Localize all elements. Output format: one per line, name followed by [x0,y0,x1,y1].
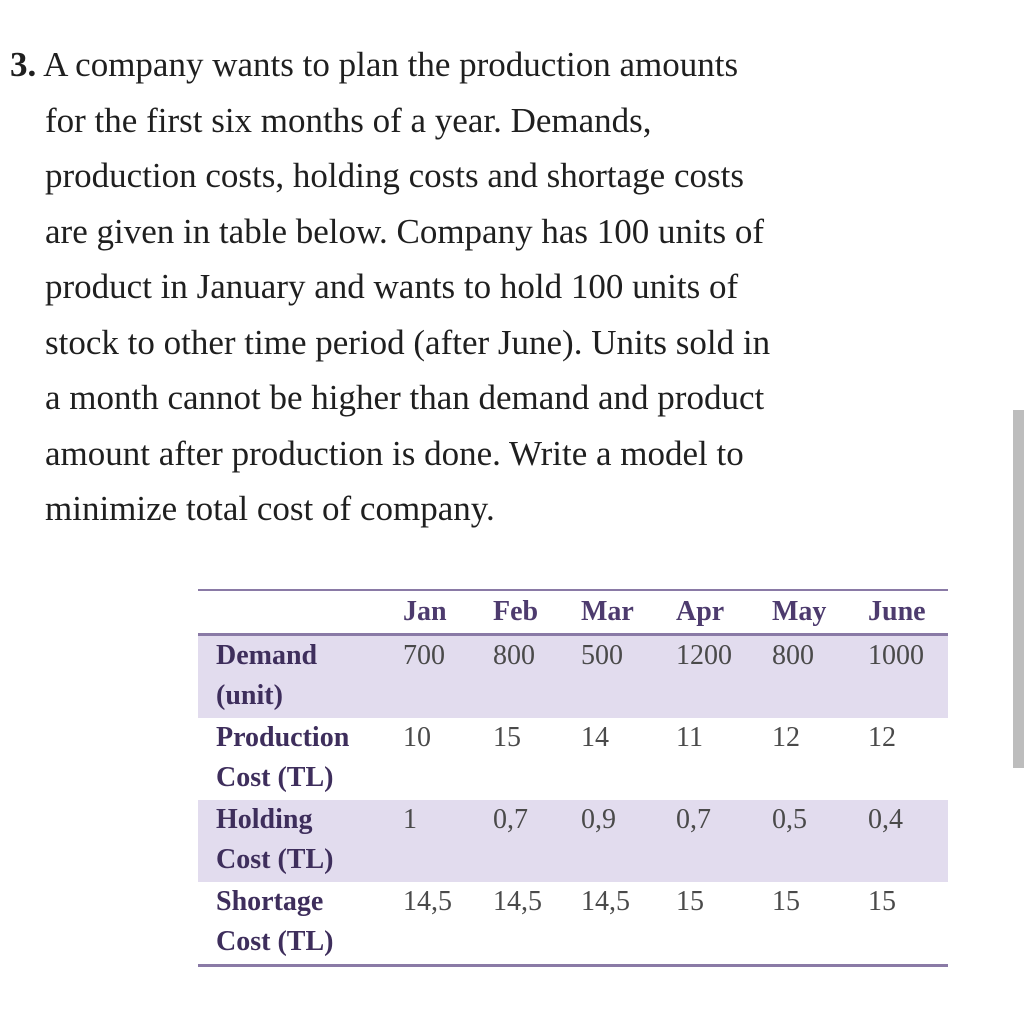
table-header-row [198,590,948,635]
table-cell: 0,5 [772,800,868,882]
cost-table [198,589,948,967]
table-cell: 0,7 [493,800,581,882]
header-month: May [772,596,827,627]
vertical-scrollbar[interactable] [1013,410,1024,768]
table-cell: 14,5 [493,886,542,917]
problem-text: A company wants to plan the production amounts [43,45,739,84]
row-label-line: Cost (TL) [216,926,334,957]
table-row [198,635,948,719]
table-cell: 0,9 [581,800,676,882]
table-cell: 14,5 [581,886,630,917]
row-label-line: Demand [216,640,318,671]
header-empty-cell [198,590,403,635]
table-cell: 0,4 [868,800,948,882]
table-cell: 15 [676,886,704,917]
problem-statement [10,37,850,537]
row-label-line: Shortage [216,886,324,917]
table-cell: 15 [493,722,521,753]
problem-number: 3. [10,45,37,84]
table-cell: 1 [403,800,493,882]
table-cell: 10 [403,722,431,753]
row-label-line: Cost (TL) [216,844,334,875]
table-cell: 500 [581,635,676,719]
table-cell: 1000 [868,635,948,719]
header-month: Mar [581,596,634,627]
table-cell: 14,5 [403,886,452,917]
header-month: June [868,596,926,627]
table-row [198,718,948,800]
table-cell: 12 [772,722,800,753]
table-cell: 14 [581,722,609,753]
table-cell: 15 [772,886,800,917]
problem-line: stock to other time period (after June). Units sold in [45,322,771,362]
row-label-line: Production [216,722,350,753]
table-cell: 0,7 [676,800,772,882]
row-label [198,635,403,719]
table-row [198,800,948,882]
problem-line: are given in table below. Company has 100 units of [45,211,764,251]
problem-line: a month cannot be higher than demand and product [45,378,765,417]
row-label-line: Cost (TL) [216,762,334,793]
row-label-line: (unit) [216,680,283,711]
row-label-line: Holding [216,804,313,835]
table-cell: 800 [493,635,581,719]
row-label [198,718,403,800]
row-label [198,800,403,882]
problem-line: amount after production is done. Write a model to [45,433,744,473]
table-cell: 11 [676,722,703,753]
table-cell: 800 [772,635,868,719]
header-month: Jan [403,596,447,627]
problem-line [10,37,850,93]
problem-line: product in January and wants to hold 100 units of [45,267,739,306]
table-cell: 15 [868,886,896,917]
problem-line: production costs, holding costs and shortage costs [45,156,744,195]
table-cell: 1200 [676,635,772,719]
row-label [198,882,403,966]
problem-line: for the first six months of a year. Demands, [45,100,652,140]
header-month: Feb [493,596,539,627]
table-cell: 700 [403,635,493,719]
header-month: Apr [676,596,725,627]
table-cell: 12 [868,722,896,753]
table-row [198,882,948,966]
problem-line: minimize total cost of company. [45,489,495,528]
cost-table-container [198,589,948,967]
